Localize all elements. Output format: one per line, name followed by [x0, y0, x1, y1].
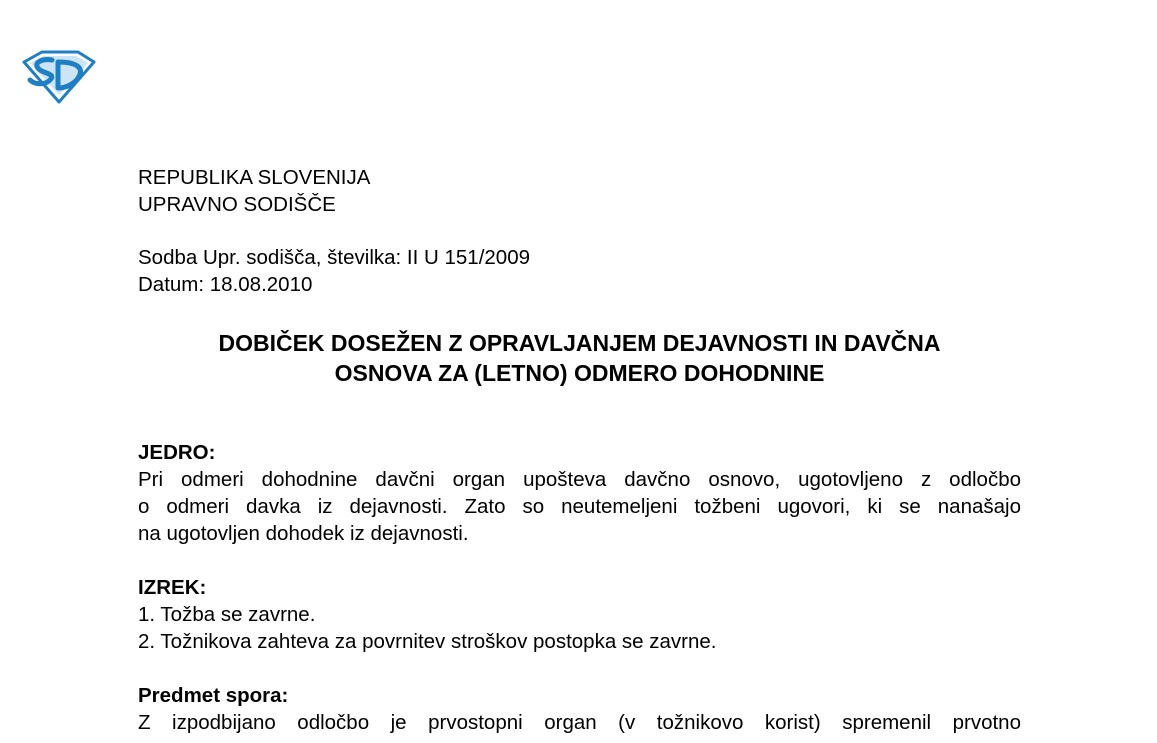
- header-court: UPRAVNO SODIŠČE: [138, 193, 336, 216]
- jedro-section: [138, 439, 1021, 547]
- sd-logo-icon: [22, 48, 96, 104]
- jedro-line: Pri odmeri dohodnine davčni organ upošteva davčno osnovo, ugotovljeno z odločbo: [138, 468, 1021, 491]
- jedro-line: o odmeri davka iz dejavnosti. Zato so neutemeljeni tožbeni ugovori, ki se nanašajo: [138, 495, 1021, 518]
- document-title: [138, 328, 1021, 388]
- title-line-1: DOBIČEK DOSEŽEN Z OPRAVLJANJEM DEJAVNOSTI IN DAVČNA: [218, 330, 941, 356]
- jedro-line: na ugotovljen dohodek iz dejavnosti.: [138, 522, 469, 545]
- izrek-item: 2. Tožnikova zahteva za povrnitev stroškov postopka se zavrne.: [138, 630, 717, 653]
- court-header: [138, 164, 1021, 218]
- predmet-heading: Predmet spora:: [138, 684, 289, 707]
- jedro-heading: JEDRO:: [138, 441, 216, 464]
- predmet-line: Z izpodbijano odločbo je prvostopni organ (v tožnikovo korist) spremenil prvotno: [138, 711, 1021, 734]
- case-date: Datum: 18.08.2010: [138, 273, 313, 296]
- document-page: [138, 164, 1021, 736]
- izrek-section: [138, 574, 1021, 655]
- case-number: Sodba Upr. sodišča, številka: II U 151/2009: [138, 246, 531, 269]
- izrek-heading: IZREK:: [138, 576, 207, 599]
- case-meta: [138, 244, 1021, 298]
- header-country: REPUBLIKA SLOVENIJA: [138, 166, 371, 189]
- izrek-item: 1. Tožba se zavrne.: [138, 603, 316, 626]
- predmet-section: [138, 682, 1021, 736]
- title-line-2: OSNOVA ZA (LETNO) ODMERO DOHODNINE: [334, 360, 825, 386]
